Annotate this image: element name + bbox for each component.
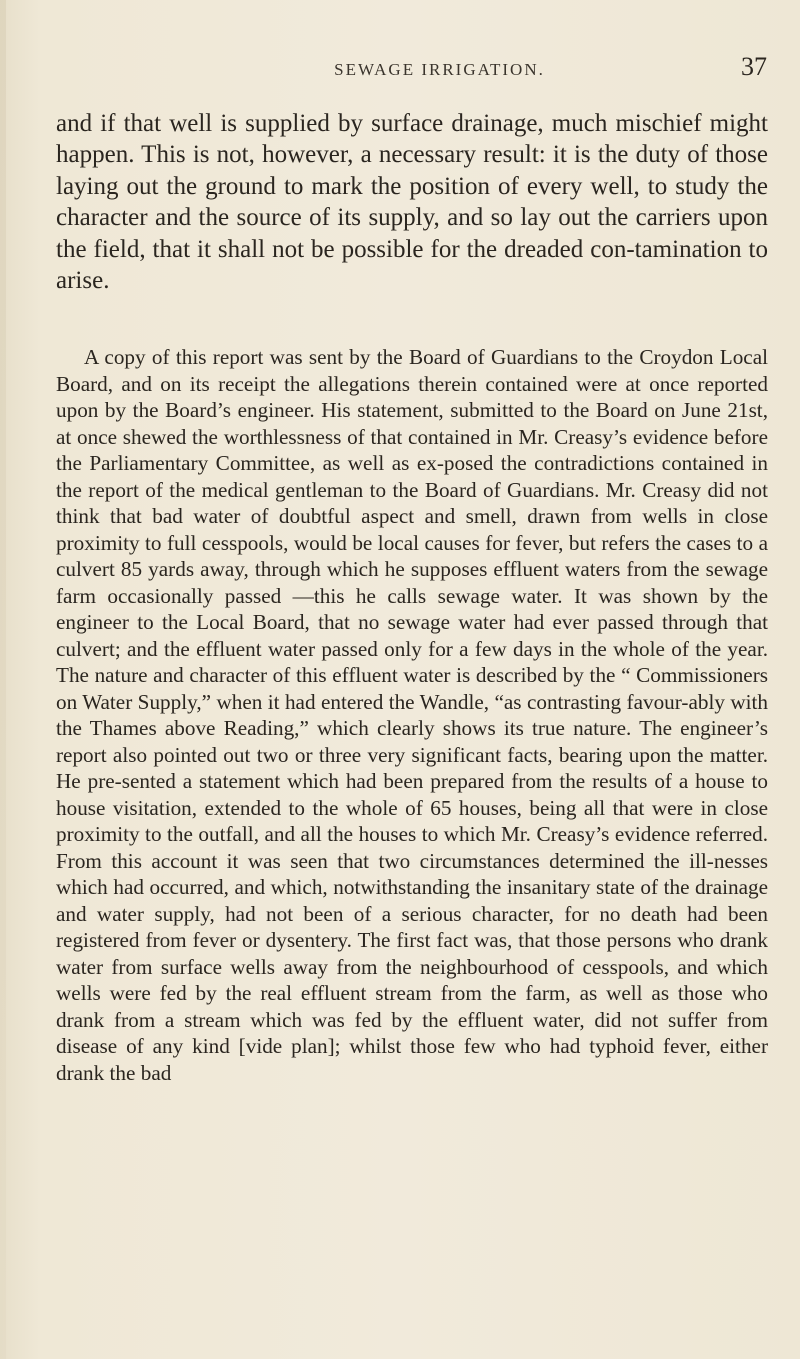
- page-header: [112, 52, 767, 82]
- paragraph-report: A copy of this report was sent by the Board of Guardians to the Croydon Local Board, and on its receipt the allegations therein contained were at once reported upon by the Board’s engineer. His statement, submitted to the Board on June 21st, at once shewed the worthlessness of that contained in Mr. Creasy’s evidence before the Parliamentary Committee, as well as ex-posed the contradictions contained in the report of the medical gentleman to the Board of Guardians. Mr. Creasy did not think that bad water of doubtful aspect and smell, drawn from wells in close proximity to full cesspools, would be local causes for fever, but refers the cases to a culvert 85 yards away, through which he supposes effluent waters from the sewage farm occasionally passed —this he calls sewage water. It was shown by the engineer to the Local Board, that no sewage water had ever passed through that culvert; and the effluent water passed only for a few days in the whole of the year. The nature and character of this effluent water is described by the “ Commissioners on Water Supply,” when it had entered the Wandle, “as contrasting favour-ably with the Thames above Reading,” which clearly shows its true nature. The engineer’s report also pointed out two or three very significant facts, bearing upon the matter. He pre-sented a statement which had been prepared from the results of a house to house visitation, extended to the whole of 65 houses, being all that were in close proximity to the outfall, and all the houses to which Mr. Creasy’s evidence referred. From this account it was seen that two circumstances determined the ill-nesses which had occurred, and which, notwithstanding the insanitary state of the drainage and water supply, had not been of a serious character, for no death had been registered from fever or dysentery. The first fact was, that those persons who drank water from surface wells away from the neighbourhood of cesspools, and which wells were fed by the real effluent stream from the farm, as well as those who drank from a stream which was fed by the effluent water, did not suffer from disease of any kind [vide plan]; whilst those few who had typhoid fever, either drank the bad: [56, 345, 768, 1085]
- page-gutter-shadow: [0, 0, 6, 1359]
- paragraph-continued: and if that well is supplied by surface drainage, much mischief might happen. This is not, however, a necessary result: it is the duty of those laying out the ground to mark the position of every well, to study the character and the source of its supply, and so lay out the carriers upon the field, that it shall not be possible for the dreaded con-tamination to arise.: [56, 110, 768, 295]
- page-number: 37: [741, 52, 767, 81]
- running-head: SEWAGE IRRIGATION.: [334, 60, 545, 79]
